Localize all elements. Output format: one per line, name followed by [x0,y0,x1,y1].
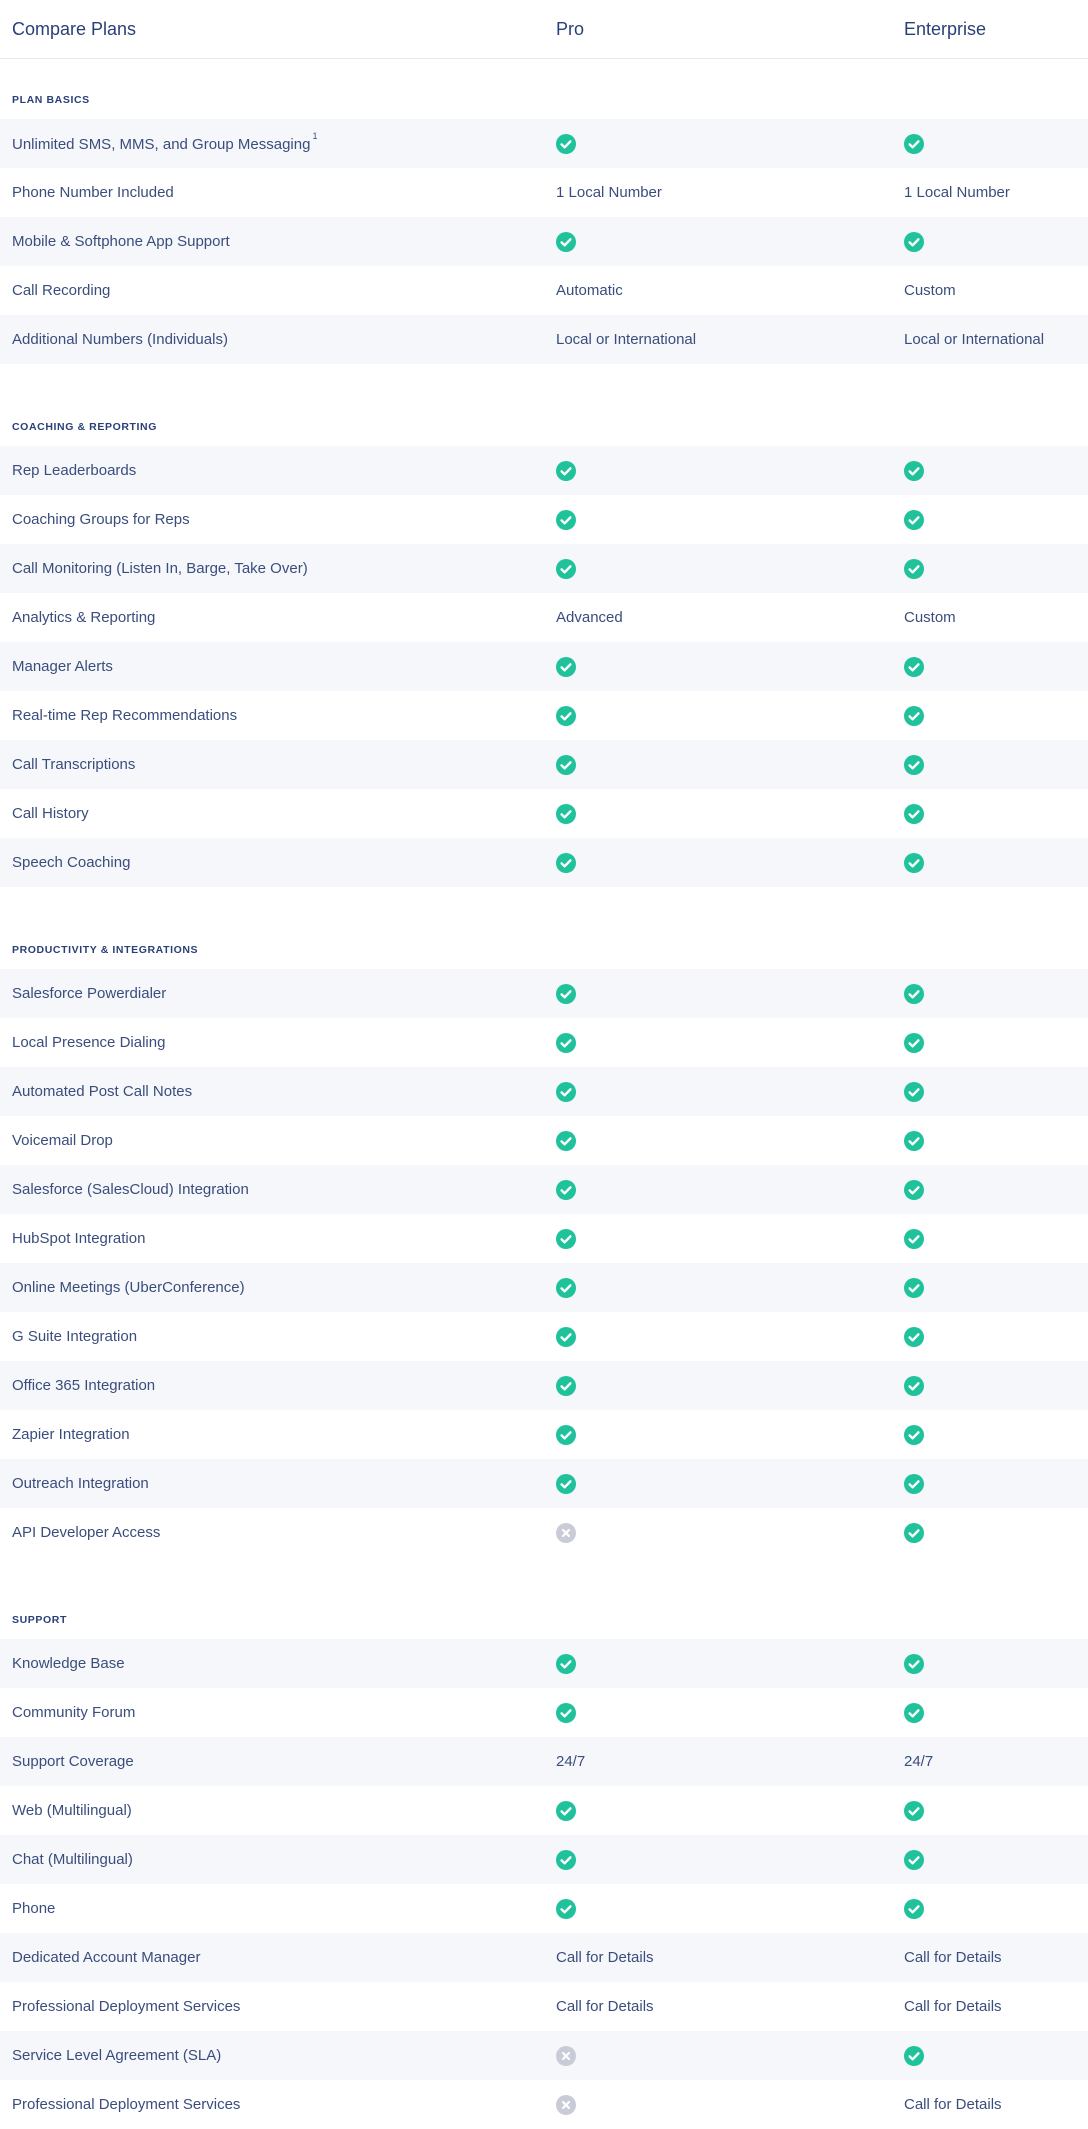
section-title: PLAN BASICS [12,94,90,106]
check-icon [904,2046,924,2066]
pro-cross-icon [556,2095,576,2115]
feature-label: Web (Multilingual) [12,1802,132,1819]
check-icon [556,1033,576,1053]
check-icon [904,461,924,481]
table-row [0,838,1088,887]
pro-check-icon [556,1131,576,1151]
enterprise-value: Local or International [904,331,1045,348]
table-row [0,1835,1088,1884]
pro-check-icon [556,1703,576,1723]
section [0,1579,1088,2129]
feature-label: Call Transcriptions [12,756,136,773]
check-icon [556,1131,576,1151]
check-icon [904,804,924,824]
check-icon [904,657,924,677]
table-row [0,1263,1088,1312]
feature-label: Manager Alerts [12,658,113,675]
table-row [0,740,1088,789]
enterprise-check-icon [904,1801,924,1821]
check-icon [904,1229,924,1249]
feature-label: Call Recording [12,282,111,299]
enterprise-value: Custom [904,282,956,299]
pro-check-icon [556,1229,576,1249]
check-icon [904,1474,924,1494]
pro-check-icon [556,1278,576,1298]
table-row [0,1884,1088,1933]
enterprise-check-icon [904,1033,924,1053]
pro-cross-icon [556,2046,576,2066]
check-icon [556,1229,576,1249]
enterprise-value: Call for Details [904,2096,1002,2113]
check-icon [904,853,924,873]
section-title: COACHING & REPORTING [12,421,158,433]
pro-check-icon [556,984,576,1004]
enterprise-value: 24/7 [904,1753,934,1770]
enterprise-check-icon [904,1425,924,1445]
enterprise-check-icon [904,1850,924,1870]
feature-label: Unlimited SMS, MMS, and Group Messaging $^1$ [12,130,318,153]
check-icon [556,1425,576,1445]
enterprise-check-icon [904,1278,924,1298]
check-icon [904,1523,924,1543]
section [0,909,1088,1579]
check-icon [556,1703,576,1723]
feature-label: Salesforce Powerdialer [12,985,167,1002]
pro-cross-icon [556,1523,576,1543]
check-icon [904,1033,924,1053]
check-icon [556,1327,576,1347]
feature-label: Phone [12,1900,56,1917]
pro-check-icon [556,1327,576,1347]
feature-label: Zapier Integration [12,1426,130,1443]
pro-check-icon [556,1376,576,1396]
table-row [0,1933,1088,1982]
check-icon [556,559,576,579]
enterprise-check-icon [904,2046,924,2066]
feature-label: Chat (Multilingual) [12,1851,133,1868]
feature-label: Support Coverage [12,1753,134,1770]
feature-label: Online Meetings (UberConference) [12,1279,245,1296]
check-icon [556,461,576,481]
feature-label: Local Presence Dialing [12,1034,166,1051]
pro-check-icon [556,657,576,677]
header-pro: Pro [556,18,585,39]
table-row [0,119,1088,168]
pro-check-icon [556,1654,576,1674]
pro-check-icon [556,1082,576,1102]
check-icon [556,510,576,530]
table-row [0,1361,1088,1410]
enterprise-check-icon [904,755,924,775]
table-row [0,642,1088,691]
feature-label: Rep Leaderboards [12,462,137,479]
footnote-marker: 1 [312,130,318,141]
table-row [0,544,1088,593]
check-icon [904,1278,924,1298]
table-row [0,593,1088,642]
table-row [0,789,1088,838]
enterprise-check-icon [904,232,924,252]
table-row [0,969,1088,1018]
enterprise-value: Call for Details [904,1998,1002,2015]
pro-check-icon [556,510,576,530]
pro-value: Local or International [556,331,697,348]
pro-check-icon [556,559,576,579]
check-icon [904,1425,924,1445]
pro-check-icon [556,461,576,481]
feature-label: Call Monitoring (Listen In, Barge, Take Over) [12,560,308,577]
check-icon [904,134,924,154]
check-icon [556,1278,576,1298]
table-row [0,315,1088,364]
check-icon [556,1376,576,1396]
enterprise-check-icon [904,804,924,824]
check-icon [556,1899,576,1919]
table-row [0,1067,1088,1116]
enterprise-check-icon [904,1180,924,1200]
section [0,386,1088,909]
pro-value: Automatic [556,282,623,299]
feature-label: Phone Number Included [12,184,174,201]
table-row [0,266,1088,315]
enterprise-check-icon [904,1899,924,1919]
cross-icon [556,1523,576,1543]
enterprise-check-icon [904,1654,924,1674]
pro-value: 1 Local Number [556,184,662,201]
feature-label: Mobile & Softphone App Support [12,233,230,250]
table-row [0,2031,1088,2080]
pro-check-icon [556,706,576,726]
feature-label: HubSpot Integration [12,1230,146,1247]
check-icon [556,755,576,775]
table-row [0,1982,1088,2031]
table-row [0,1459,1088,1508]
check-icon [904,559,924,579]
sections-container [0,59,1088,2129]
check-icon [556,804,576,824]
check-icon [904,1180,924,1200]
check-icon [556,1082,576,1102]
enterprise-check-icon [904,853,924,873]
table-row [0,217,1088,266]
check-icon [904,510,924,530]
enterprise-check-icon [904,1376,924,1396]
enterprise-check-icon [904,706,924,726]
section-title: PRODUCTIVITY & INTEGRATIONS [12,944,199,956]
pro-check-icon [556,1899,576,1919]
table-row [0,691,1088,740]
feature-label: Dedicated Account Manager [12,1949,201,1966]
check-icon [556,134,576,154]
feature-label: Office 365 Integration [12,1377,156,1394]
check-icon [904,1131,924,1151]
feature-label: API Developer Access [12,1524,161,1541]
feature-label: Additional Numbers (Individuals) [12,331,228,348]
check-icon [904,1327,924,1347]
enterprise-check-icon [904,1703,924,1723]
feature-label: Knowledge Base [12,1655,125,1672]
enterprise-check-icon [904,984,924,1004]
table-row [0,1312,1088,1361]
check-icon [556,853,576,873]
table-row [0,2080,1088,2129]
pro-value: Call for Details [556,1998,654,2015]
pro-check-icon [556,1850,576,1870]
table-row [0,446,1088,495]
table-row [0,1737,1088,1786]
check-icon [556,706,576,726]
feature-label: Professional Deployment Services [12,2096,241,2113]
check-icon [556,232,576,252]
section-title: SUPPORT [12,1614,67,1626]
feature-label: Analytics & Reporting [12,609,156,626]
table-row [0,1410,1088,1459]
check-icon [904,232,924,252]
pro-value: Advanced [556,609,623,626]
check-icon [904,1376,924,1396]
enterprise-value: 1 Local Number [904,184,1010,201]
pro-check-icon [556,134,576,154]
cross-icon [556,2046,576,2066]
check-icon [556,1850,576,1870]
check-icon [904,1654,924,1674]
check-icon [556,1801,576,1821]
section [0,59,1088,386]
table-row [0,168,1088,217]
feature-label: Outreach Integration [12,1475,149,1492]
pro-check-icon [556,1180,576,1200]
table-row [0,1786,1088,1835]
pro-check-icon [556,755,576,775]
feature-label: G Suite Integration [12,1328,138,1345]
feature-label: Automated Post Call Notes [12,1083,193,1100]
check-icon [904,1703,924,1723]
pro-check-icon [556,1425,576,1445]
table-row [0,495,1088,544]
enterprise-check-icon [904,657,924,677]
pro-check-icon [556,804,576,824]
table-row [0,1688,1088,1737]
table-row [0,1116,1088,1165]
pro-value: 24/7 [556,1753,586,1770]
pro-value: Call for Details [556,1949,654,1966]
check-icon [904,706,924,726]
table-header [0,0,1088,59]
check-icon [904,755,924,775]
check-icon [904,1082,924,1102]
check-icon [904,1801,924,1821]
feature-label: Coaching Groups for Reps [12,511,190,528]
feature-label: Call History [12,805,89,822]
header-compare-plans: Compare Plans [12,18,137,39]
table-row [0,1214,1088,1263]
feature-label: Community Forum [12,1704,136,1721]
check-icon [904,1899,924,1919]
feature-label: Service Level Agreement (SLA) [12,2047,222,2064]
header-enterprise: Enterprise [904,18,987,39]
enterprise-value: Custom [904,609,956,626]
check-icon [556,1474,576,1494]
enterprise-check-icon [904,1474,924,1494]
enterprise-check-icon [904,559,924,579]
pro-check-icon [556,853,576,873]
feature-label: Salesforce (SalesCloud) Integration [12,1181,249,1198]
enterprise-check-icon [904,1229,924,1249]
feature-label: Speech Coaching [12,854,131,871]
cross-icon [556,2095,576,2115]
feature-label: Voicemail Drop [12,1132,113,1149]
table-row [0,1639,1088,1688]
feature-label: Real-time Rep Recommendations [12,707,238,724]
enterprise-check-icon [904,1523,924,1543]
pro-check-icon [556,1474,576,1494]
check-icon [904,984,924,1004]
pro-check-icon [556,232,576,252]
enterprise-check-icon [904,1327,924,1347]
enterprise-value: Call for Details [904,1949,1002,1966]
check-icon [556,984,576,1004]
pro-check-icon [556,1801,576,1821]
enterprise-check-icon [904,461,924,481]
table-row [0,1165,1088,1214]
table-row [0,1018,1088,1067]
check-icon [904,1850,924,1870]
enterprise-check-icon [904,1082,924,1102]
check-icon [556,1180,576,1200]
check-icon [556,657,576,677]
enterprise-check-icon [904,134,924,154]
table-row [0,1508,1088,1557]
pro-check-icon [556,1033,576,1053]
feature-label: Professional Deployment Services [12,1998,241,2015]
enterprise-check-icon [904,510,924,530]
enterprise-check-icon [904,1131,924,1151]
check-icon [556,1654,576,1674]
